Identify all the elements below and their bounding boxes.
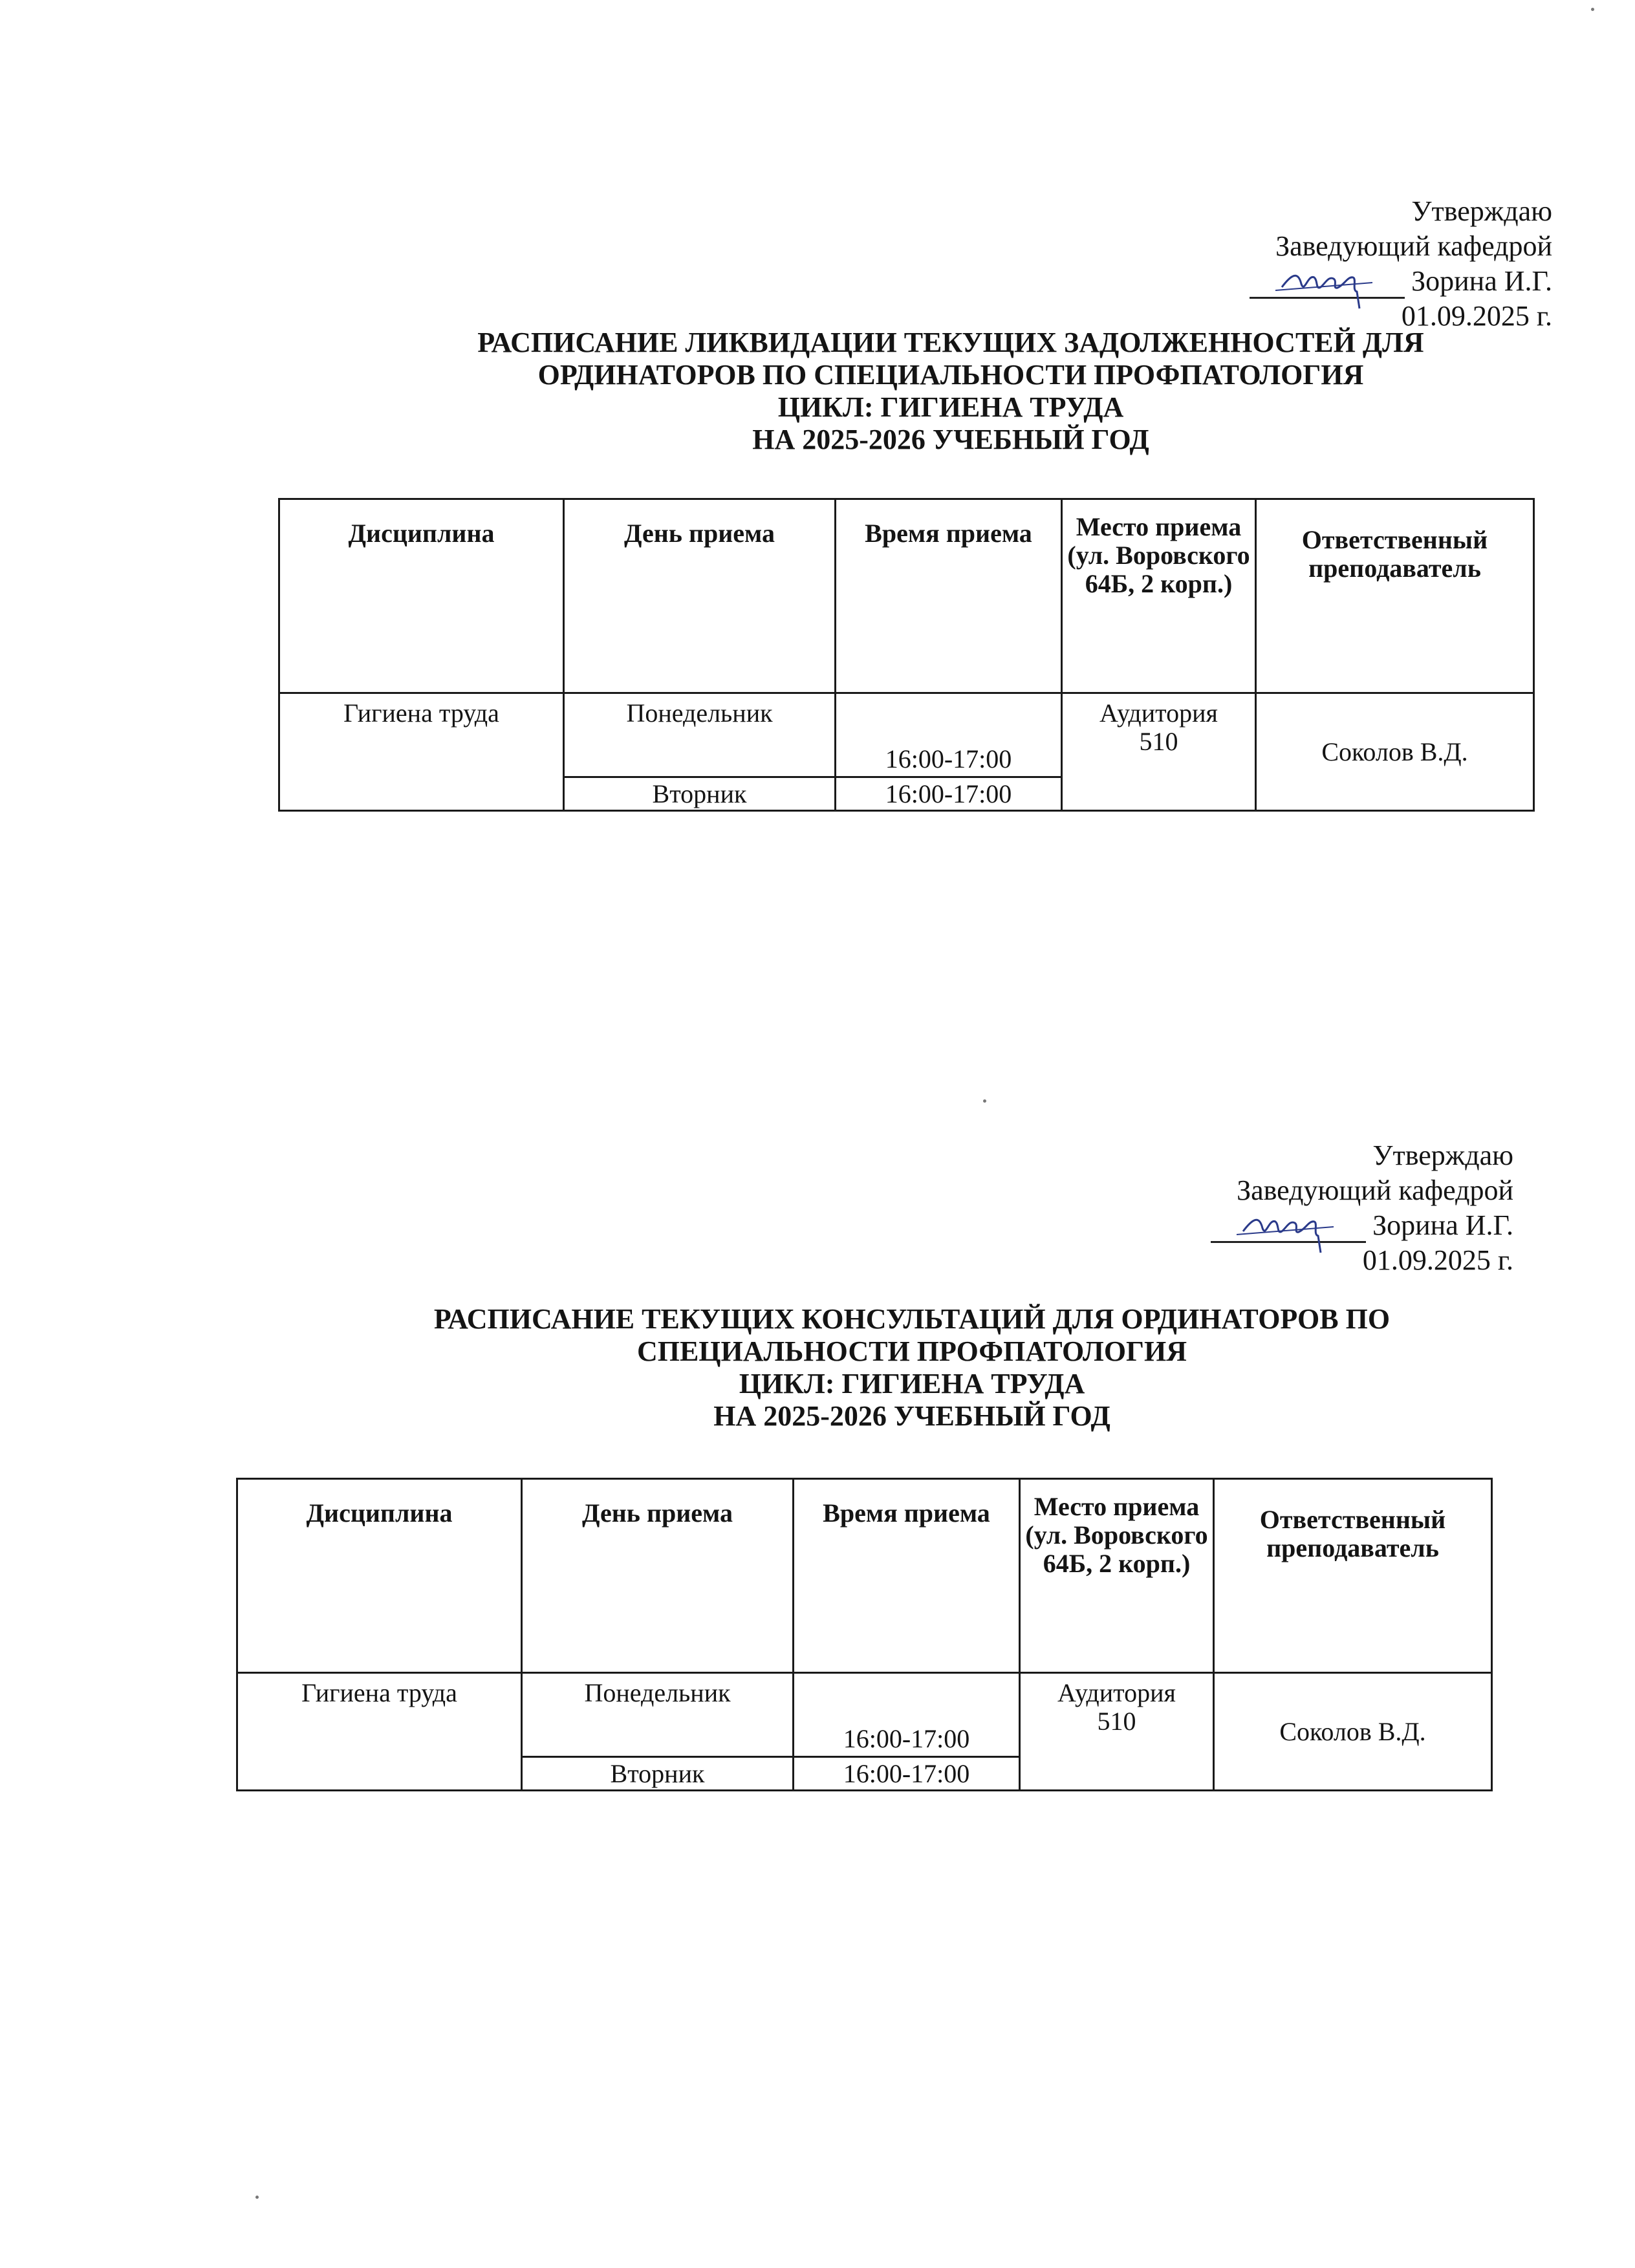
schedule-title-2	[362, 1303, 1462, 1432]
cell-place: Аудитория 510	[1020, 1673, 1214, 1791]
table-row	[237, 1673, 1492, 1757]
title-line: РАСПИСАНИЕ ЛИКВИДАЦИИ ТЕКУЩИХ ЗАДОЛЖЕННОСТЕЙ ДЛЯ	[477, 327, 1424, 358]
scan-speck	[1591, 8, 1594, 11]
header-discipline: Дисциплина	[279, 499, 564, 693]
cell-place: Аудитория 510	[1062, 693, 1256, 811]
header-time: Время приема	[836, 499, 1062, 693]
approver-name: Зорина И.Г.	[1372, 1209, 1513, 1241]
cell-day-tuesday: Вторник	[564, 777, 836, 811]
cell-time-monday: 16:00-17:00	[794, 1673, 1020, 1757]
approval-heading: Утверждаю	[1411, 195, 1552, 227]
title-line: НА 2025-2026 УЧЕБНЫЙ ГОД	[713, 1400, 1110, 1432]
signature-line	[1022, 1208, 1513, 1243]
scan-speck	[983, 1099, 986, 1103]
signature-underline	[1211, 1209, 1366, 1243]
approval-date: 01.09.2025 г.	[1401, 300, 1552, 332]
title-line: НА 2025-2026 УЧЕБНЫЙ ГОД	[752, 424, 1149, 455]
cell-discipline: Гигиена труда	[279, 693, 564, 811]
cell-teacher: Соколов В.Д.	[1256, 693, 1534, 811]
cell-discipline: Гигиена труда	[237, 1673, 522, 1791]
cell-day-monday: Понедельник	[564, 693, 836, 777]
signature-underline	[1250, 265, 1405, 299]
header-day: День приема	[564, 499, 836, 693]
cell-time-monday: 16:00-17:00	[836, 693, 1062, 777]
cell-day-tuesday: Вторник	[522, 1757, 794, 1791]
approval-block-2	[1022, 1138, 1513, 1278]
title-line: ОРДИНАТОРОВ ПО СПЕЦИАЛЬНОСТИ ПРОФПАТОЛОГИЯ	[537, 359, 1364, 391]
cell-time-tuesday: 16:00-17:00	[836, 777, 1062, 811]
header-place: Место приема (ул. Воровского 64Б, 2 корп.)	[1020, 1479, 1214, 1673]
table-row	[279, 693, 1534, 777]
cell-day-monday: Понедельник	[522, 1673, 794, 1757]
scan-speck	[255, 2196, 259, 2199]
title-line: РАСПИСАНИЕ ТЕКУЩИХ КОНСУЛЬТАЦИЙ ДЛЯ ОРДИНАТОРОВ ПО	[433, 1303, 1391, 1335]
header-day: День приема	[522, 1479, 794, 1673]
cell-time-tuesday: 16:00-17:00	[794, 1757, 1020, 1791]
table-header-row	[279, 499, 1534, 693]
header-discipline: Дисциплина	[237, 1479, 522, 1673]
title-line: ЦИКЛ: ГИГИЕНА ТРУДА	[777, 391, 1124, 423]
title-line: СПЕЦИАЛЬНОСТИ ПРОФПАТОЛОГИЯ	[636, 1335, 1187, 1367]
schedule-title-1	[401, 327, 1500, 456]
schedule-table-2	[236, 1478, 1493, 1791]
cell-teacher: Соколов В.Д.	[1214, 1673, 1492, 1791]
handwritten-signature	[1275, 252, 1379, 310]
title-line: ЦИКЛ: ГИГИЕНА ТРУДА	[739, 1368, 1085, 1399]
header-place: Место приема (ул. Воровского 64Б, 2 корп.)	[1062, 499, 1256, 693]
header-teacher: Ответственный преподаватель	[1214, 1479, 1492, 1673]
approval-block-1	[1061, 194, 1552, 334]
approver-name: Зорина И.Г.	[1411, 265, 1552, 297]
approval-position: Заведующий кафедрой	[1237, 1174, 1513, 1206]
handwritten-signature	[1237, 1196, 1340, 1254]
table-header-row	[237, 1479, 1492, 1673]
approval-date: 01.09.2025 г.	[1362, 1244, 1513, 1276]
approval-heading: Утверждаю	[1372, 1139, 1513, 1171]
approval-position: Заведующий кафедрой	[1275, 230, 1552, 262]
signature-line	[1061, 264, 1552, 299]
header-teacher: Ответственный преподаватель	[1256, 499, 1534, 693]
schedule-table-1	[278, 498, 1535, 812]
header-time: Время приема	[794, 1479, 1020, 1673]
